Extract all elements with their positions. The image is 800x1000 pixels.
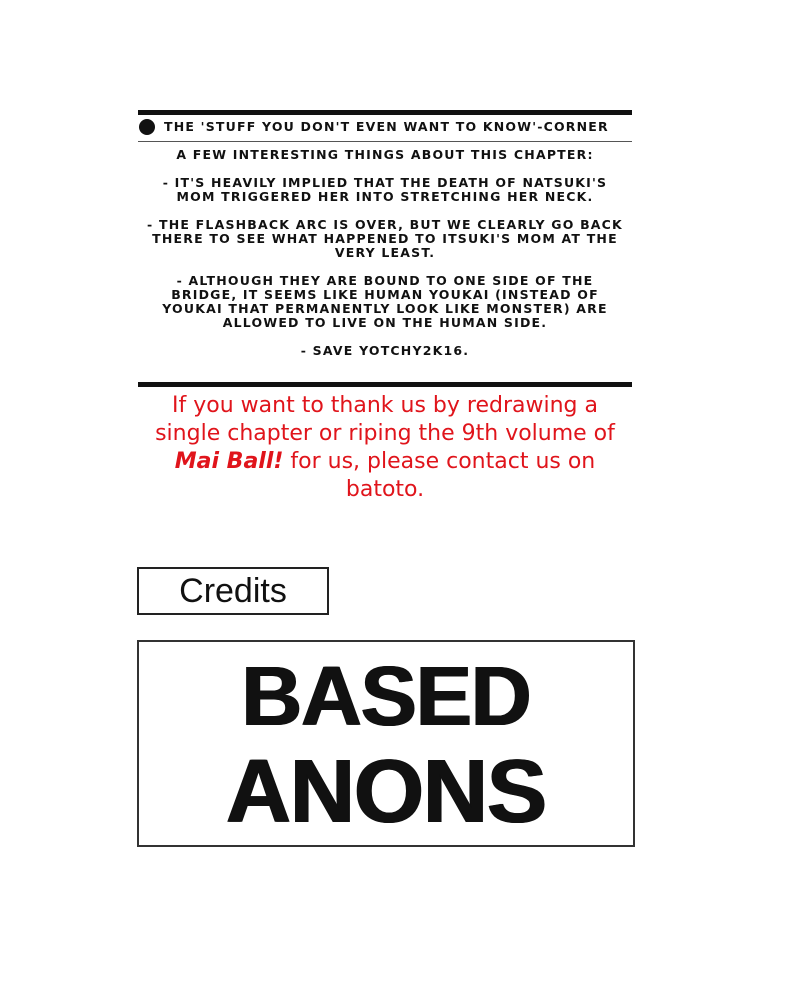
note-item: - IT'S HEAVILY IMPLIED THAT THE DEATH OF NATSUKI'S MOM TRIGGERED HER INTO STRETCHING HER NECK. [162, 175, 608, 204]
group-logo [137, 640, 635, 847]
group-name-line2: ANONS [225, 741, 547, 842]
credits-label: Credits [179, 571, 287, 610]
bullet-icon [139, 119, 155, 135]
note-item: - THE FLASHBACK ARC IS OVER, BUT WE CLEARLY GO BACK THERE TO SEE WHAT HAPPENED TO ITSUKI'S MOM AT THE VERY LEAST. [147, 217, 623, 260]
thanks-message [138, 392, 632, 504]
top-divider [138, 110, 632, 115]
thanks-text-before: If you want to thank us by redrawing a single chapter or riping the 9th volume of [155, 393, 615, 446]
notes-section [138, 148, 632, 372]
note-item: - ALTHOUGH THEY ARE BOUND TO ONE SIDE OF THE BRIDGE, IT SEEMS LIKE HUMAN YOUKAI (INSTEAD OF YOUKAI THAT PERMANENTLY LOOK LIKE MONSTER) ARE ALLOWED TO LIVE ON THE HUMAN SIDE. [162, 273, 608, 330]
note-signature: - SAVE YOTCHY2K16. [300, 343, 470, 358]
corner-header [138, 117, 632, 137]
group-name-line1: BASED [241, 648, 531, 743]
middle-divider [138, 382, 632, 387]
corner-title: THE 'STUFF YOU DON'T EVEN WANT TO KNOW'-CORNER [164, 119, 609, 134]
notes-intro: A FEW INTERESTING THINGS ABOUT THIS CHAPTER: [176, 147, 594, 162]
thanks-text-after: for us, please contact us on batoto. [290, 449, 596, 502]
credits-heading [137, 567, 329, 615]
header-underline [138, 141, 632, 142]
series-title: Mai Ball! [174, 449, 284, 474]
